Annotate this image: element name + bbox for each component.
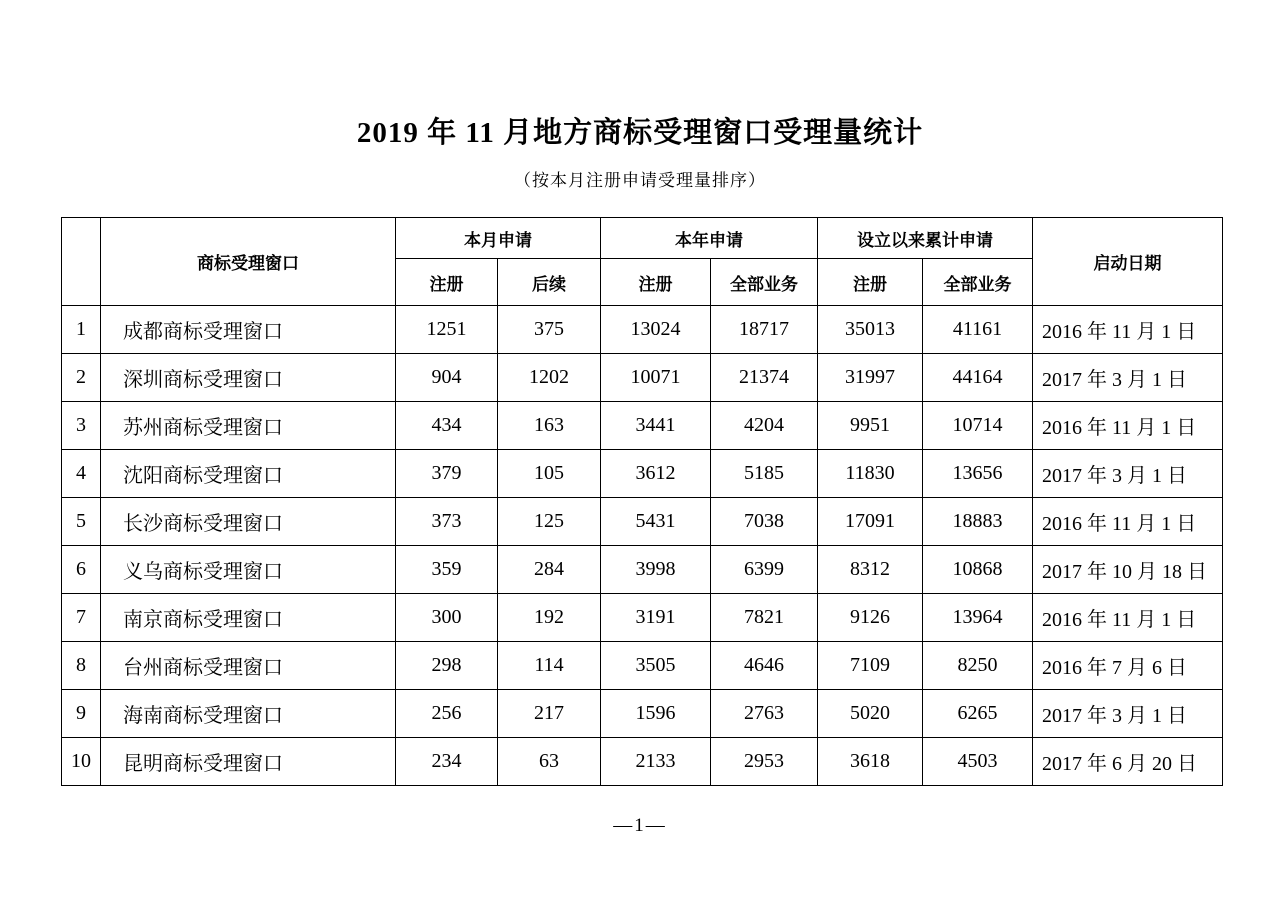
window-name-cell: 南京商标受理窗口 [101, 594, 396, 642]
month-reg-cell: 1251 [396, 306, 498, 354]
cum-reg-cell: 35013 [818, 306, 923, 354]
window-name-cell: 苏州商标受理窗口 [101, 402, 396, 450]
cum-reg-cell: 17091 [818, 498, 923, 546]
year-reg-cell: 3612 [601, 450, 711, 498]
month-follow-cell: 217 [498, 690, 601, 738]
cum-all-cell: 41161 [923, 306, 1033, 354]
month-reg-cell: 359 [396, 546, 498, 594]
cum-all-cell: 44164 [923, 354, 1033, 402]
start-date-cell: 2016 年 7 月 6 日 [1033, 642, 1223, 690]
cum-reg-cell: 9951 [818, 402, 923, 450]
year-all-cell: 4204 [711, 402, 818, 450]
window-name-cell: 昆明商标受理窗口 [101, 738, 396, 786]
year-reg-cell: 3191 [601, 594, 711, 642]
table-row [62, 450, 1223, 498]
rank-cell: 4 [62, 450, 101, 498]
table-header [62, 218, 1223, 306]
month-follow-cell: 125 [498, 498, 601, 546]
table-row [62, 738, 1223, 786]
start-date-cell: 2017 年 3 月 1 日 [1033, 690, 1223, 738]
year-all-cell: 6399 [711, 546, 818, 594]
rank-cell: 10 [62, 738, 101, 786]
page-title: 2019 年 11 月地方商标受理窗口受理量统计 [356, 117, 924, 149]
month-reg-cell: 300 [396, 594, 498, 642]
year-all-cell: 7821 [711, 594, 818, 642]
year-all-cell: 2763 [711, 690, 818, 738]
cum-all-cell: 6265 [923, 690, 1033, 738]
start-date-cell: 2017 年 3 月 1 日 [1033, 450, 1223, 498]
month-reg-cell: 373 [396, 498, 498, 546]
start-date-cell: 2017 年 6 月 20 日 [1033, 738, 1223, 786]
year-all-cell: 21374 [711, 354, 818, 402]
year-reg-cell: 3998 [601, 546, 711, 594]
year-reg-cell: 5431 [601, 498, 711, 546]
cum-reg-cell: 3618 [818, 738, 923, 786]
month-follow-cell: 163 [498, 402, 601, 450]
page-number: —1— [613, 815, 667, 836]
month-reg-header: 注册 [396, 259, 498, 306]
cum-reg-header: 注册 [818, 259, 923, 306]
start-date-cell: 2016 年 11 月 1 日 [1033, 594, 1223, 642]
rank-cell: 9 [62, 690, 101, 738]
table-row [62, 594, 1223, 642]
table-row [62, 642, 1223, 690]
cumulative-group-header: 设立以来累计申请 [818, 218, 1033, 259]
window-name-cell: 台州商标受理窗口 [101, 642, 396, 690]
cum-all-cell: 13656 [923, 450, 1033, 498]
month-reg-cell: 256 [396, 690, 498, 738]
start-date-cell: 2017 年 3 月 1 日 [1033, 354, 1223, 402]
table-row [62, 402, 1223, 450]
table-row [62, 306, 1223, 354]
rank-cell: 3 [62, 402, 101, 450]
header-group-row [62, 218, 1223, 259]
window-header: 商标受理窗口 [101, 218, 396, 306]
cum-all-header: 全部业务 [923, 259, 1033, 306]
table-row [62, 354, 1223, 402]
month-follow-cell: 375 [498, 306, 601, 354]
cum-reg-cell: 8312 [818, 546, 923, 594]
table-row [62, 498, 1223, 546]
page-subtitle: （按本月注册申请受理量排序） [514, 171, 766, 190]
window-name-cell: 长沙商标受理窗口 [101, 498, 396, 546]
cum-all-cell: 13964 [923, 594, 1033, 642]
cum-reg-cell: 7109 [818, 642, 923, 690]
cum-reg-cell: 11830 [818, 450, 923, 498]
month-follow-cell: 1202 [498, 354, 601, 402]
table-row [62, 546, 1223, 594]
year-reg-header: 注册 [601, 259, 711, 306]
rank-cell: 7 [62, 594, 101, 642]
window-name-cell: 沈阳商标受理窗口 [101, 450, 396, 498]
table-body [62, 306, 1223, 786]
month-follow-cell: 105 [498, 450, 601, 498]
start-date-cell: 2017 年 10 月 18 日 [1033, 546, 1223, 594]
month-follow-cell: 192 [498, 594, 601, 642]
rank-cell: 8 [62, 642, 101, 690]
month-follow-cell: 114 [498, 642, 601, 690]
month-reg-cell: 234 [396, 738, 498, 786]
window-name-cell: 义乌商标受理窗口 [101, 546, 396, 594]
start-date-header: 启动日期 [1033, 218, 1223, 306]
cum-all-cell: 18883 [923, 498, 1033, 546]
rank-header [62, 218, 101, 306]
cum-reg-cell: 5020 [818, 690, 923, 738]
year-all-cell: 18717 [711, 306, 818, 354]
start-date-cell: 2016 年 11 月 1 日 [1033, 498, 1223, 546]
cum-all-cell: 8250 [923, 642, 1033, 690]
month-follow-cell: 284 [498, 546, 601, 594]
statistics-table [61, 217, 1223, 786]
year-all-cell: 5185 [711, 450, 818, 498]
table-row [62, 690, 1223, 738]
year-reg-cell: 2133 [601, 738, 711, 786]
cum-all-cell: 10714 [923, 402, 1033, 450]
window-name-cell: 海南商标受理窗口 [101, 690, 396, 738]
rank-cell: 1 [62, 306, 101, 354]
year-group-header: 本年申请 [601, 218, 818, 259]
rank-cell: 5 [62, 498, 101, 546]
cum-all-cell: 10868 [923, 546, 1033, 594]
year-reg-cell: 13024 [601, 306, 711, 354]
year-reg-cell: 10071 [601, 354, 711, 402]
year-reg-cell: 1596 [601, 690, 711, 738]
rank-cell: 6 [62, 546, 101, 594]
month-follow-cell: 63 [498, 738, 601, 786]
month-reg-cell: 379 [396, 450, 498, 498]
year-all-header: 全部业务 [711, 259, 818, 306]
year-all-cell: 2953 [711, 738, 818, 786]
cum-reg-cell: 31997 [818, 354, 923, 402]
start-date-cell: 2016 年 11 月 1 日 [1033, 402, 1223, 450]
year-reg-cell: 3505 [601, 642, 711, 690]
month-reg-cell: 434 [396, 402, 498, 450]
window-name-cell: 深圳商标受理窗口 [101, 354, 396, 402]
month-follow-header: 后续 [498, 259, 601, 306]
year-reg-cell: 3441 [601, 402, 711, 450]
month-reg-cell: 904 [396, 354, 498, 402]
rank-cell: 2 [62, 354, 101, 402]
month-reg-cell: 298 [396, 642, 498, 690]
cum-reg-cell: 9126 [818, 594, 923, 642]
year-all-cell: 7038 [711, 498, 818, 546]
window-name-cell: 成都商标受理窗口 [101, 306, 396, 354]
year-all-cell: 4646 [711, 642, 818, 690]
start-date-cell: 2016 年 11 月 1 日 [1033, 306, 1223, 354]
month-group-header: 本月申请 [396, 218, 601, 259]
cum-all-cell: 4503 [923, 738, 1033, 786]
